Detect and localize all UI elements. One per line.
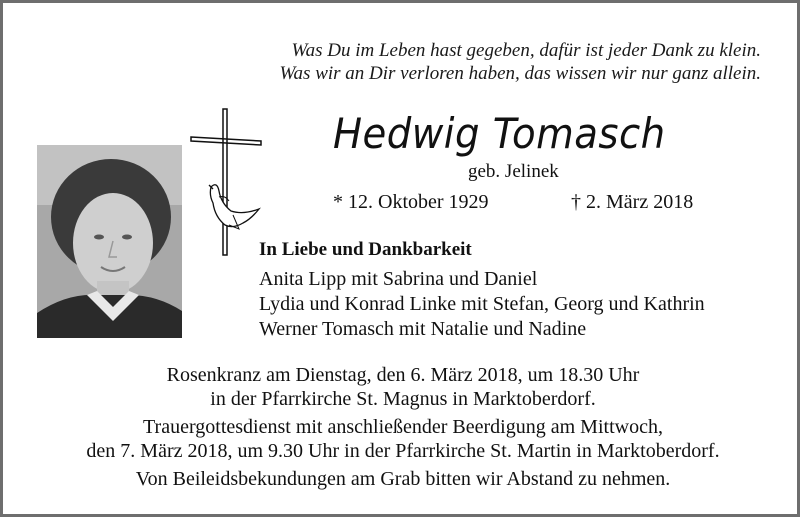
birth-date: * 12. Oktober 1929 (333, 191, 489, 213)
mourner-line: Anita Lipp mit Sabrina und Daniel (259, 268, 538, 290)
condolence-note: Von Beileidsbekundungen am Grab bitten wir Abstand zu nehmen. (135, 468, 671, 490)
mourner-line: Werner Tomasch mit Natalie und Nadine (259, 318, 587, 340)
rosary-line: Rosenkranz am Dienstag, den 6. März 2018, um 18.30 Uhr (166, 364, 640, 386)
rosary-info (3, 363, 800, 411)
rosary-line: in der Pfarrkirche St. Magnus in Marktoberdorf. (210, 388, 596, 410)
maiden-name: geb. Jelinek (468, 161, 559, 182)
deceased-name: Hedwig Tomasch (333, 109, 666, 158)
service-details (3, 363, 800, 495)
death-date: † 2. März 2018 (571, 191, 694, 213)
dedication-heading: In Liebe und Dankbarkeit (259, 239, 472, 260)
deceased-portrait-photo (37, 145, 182, 338)
mass-line: Trauergottesdienst mit anschließender Beerdigung am Mittwoch, (143, 416, 663, 438)
funeral-mass-info (3, 415, 800, 463)
mourners-list (259, 267, 705, 342)
mourner-line: Lydia und Konrad Linke mit Stefan, Georg und Kathrin (259, 293, 705, 315)
memorial-poem (279, 39, 761, 85)
poem-line-2: Was wir an Dir verloren haben, das wissen wir nur ganz allein. (279, 63, 761, 84)
portrait-image (37, 145, 182, 338)
poem-line-1: Was Du im Leben hast gegeben, dafür ist jeder Dank zu klein. (291, 40, 761, 61)
mass-line: den 7. März 2018, um 9.30 Uhr in der Pfarrkirche St. Martin in Marktoberdorf. (86, 440, 720, 462)
cross-with-dove-icon (189, 107, 271, 257)
